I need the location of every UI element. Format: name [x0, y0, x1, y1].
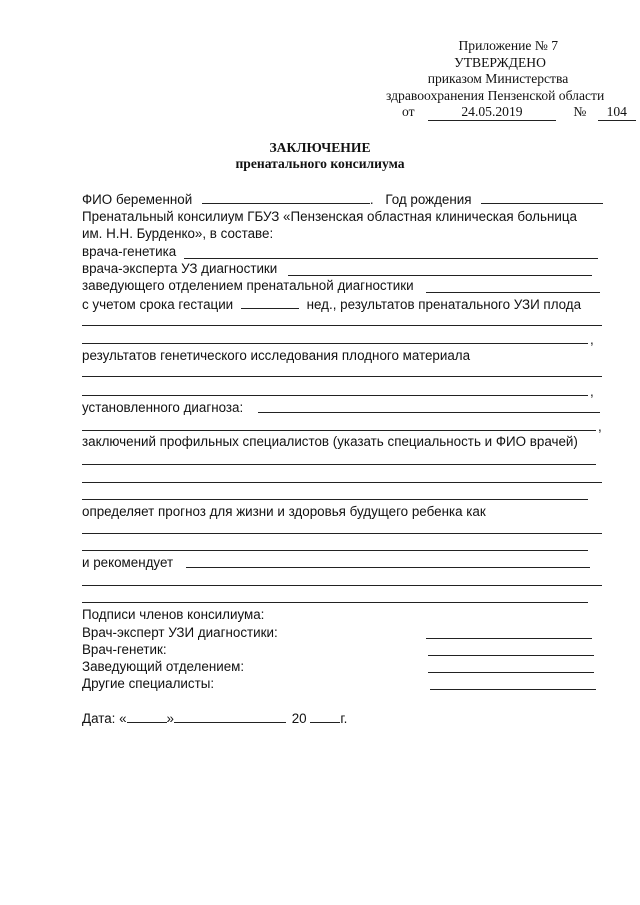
birth-year-field[interactable] [481, 191, 603, 204]
order-date-row [402, 104, 636, 121]
comma-1: , [590, 332, 594, 347]
date-year-suffix: г. [340, 711, 348, 726]
number-label: № [573, 104, 587, 119]
approved-label: УТВЕРЖДЕНО [454, 55, 546, 70]
genetic-results-label: результатов генетического исследования плодного материала [82, 348, 471, 363]
appendix-number: Приложение № 7 [458, 38, 558, 53]
order-line-2: здравоохранения Пензенской области [386, 88, 605, 103]
ultrasound-line-2[interactable] [82, 343, 588, 344]
fio-label: ФИО беременной [82, 192, 193, 207]
document-subtitle: пренатального консилиума [235, 156, 405, 171]
date-close-quote: » [166, 711, 174, 726]
genetic-line-1[interactable] [82, 376, 602, 377]
date-year-prefix: 20 [291, 711, 307, 726]
signature-head-line[interactable] [428, 672, 594, 673]
comma-3: , [598, 419, 602, 434]
signature-geneticist-line[interactable] [428, 655, 594, 656]
signatures-heading: Подписи членов консилиума: [82, 607, 265, 622]
prognosis-line-2[interactable] [82, 550, 588, 551]
head-label: заведующего отделением пренатальной диагностики [82, 278, 414, 293]
order-number: 104 [598, 104, 636, 121]
signature-geneticist-label: Врач-генетик: [82, 642, 167, 657]
ultrasound-line-1[interactable] [82, 325, 602, 326]
date-day-field[interactable] [127, 710, 167, 723]
genetic-line-2[interactable] [82, 395, 588, 396]
prognosis-line-1[interactable] [82, 533, 602, 534]
specialists-line-3[interactable] [82, 499, 588, 500]
date-year-field[interactable] [310, 710, 340, 723]
recommends-field[interactable] [186, 567, 590, 568]
recommends-line-3[interactable] [82, 602, 588, 603]
expert-field[interactable] [288, 275, 592, 276]
specialists-label: заключений профильных специалистов (указать специальность и ФИО врачей) [82, 434, 578, 449]
gestation-suffix: нед., результатов пренатального УЗИ плода [306, 297, 582, 312]
order-date: 24.05.2019 [428, 104, 556, 121]
geneticist-field[interactable] [184, 258, 598, 259]
order-line-1: приказом Министерства [427, 71, 569, 86]
head-field[interactable] [426, 292, 600, 293]
diagnosis-label: установленного диагноза: [82, 400, 244, 415]
date-row [82, 710, 347, 727]
gestation-row [82, 296, 581, 313]
expert-label: врача-эксперта УЗ диагностики [82, 261, 278, 276]
council-line-2: им. Н.Н. Бурденко», в составе: [82, 226, 274, 241]
signature-other-line[interactable] [430, 689, 596, 690]
document-title: ЗАКЛЮЧЕНИЕ [269, 140, 371, 155]
from-label: от [402, 104, 415, 119]
diagnosis-field[interactable] [258, 412, 600, 413]
comma-2: , [590, 384, 594, 399]
signature-expert-label: Врач-эксперт УЗИ диагностики: [82, 625, 278, 640]
specialists-line-1[interactable] [82, 464, 596, 465]
fio-row: ФИО беременной . Год рождения [82, 191, 603, 208]
date-month-field[interactable] [174, 710, 286, 723]
date-label: Дата: « [82, 711, 127, 726]
signature-head-label: Заведующий отделением: [82, 659, 245, 674]
geneticist-label: врача-генетика [82, 244, 177, 259]
specialists-line-2[interactable] [82, 482, 602, 483]
signature-other-label: Другие специалисты: [82, 676, 215, 691]
council-line-1: Пренатальный консилиум ГБУЗ «Пензенская областная клиническая больница [82, 209, 577, 224]
diagnosis-line-2[interactable] [82, 430, 596, 431]
prognosis-label: определяет прогноз для жизни и здоровья будущего ребенка как [82, 504, 486, 519]
signature-expert-line[interactable] [426, 638, 592, 639]
gestation-weeks-field[interactable] [241, 296, 299, 309]
birth-year-label: Год рождения [385, 192, 472, 207]
recommends-line-2[interactable] [82, 585, 602, 586]
recommends-label: и рекомендует [82, 555, 174, 570]
gestation-prefix: с учетом срока гестации [82, 297, 234, 312]
fio-field[interactable] [202, 191, 370, 204]
